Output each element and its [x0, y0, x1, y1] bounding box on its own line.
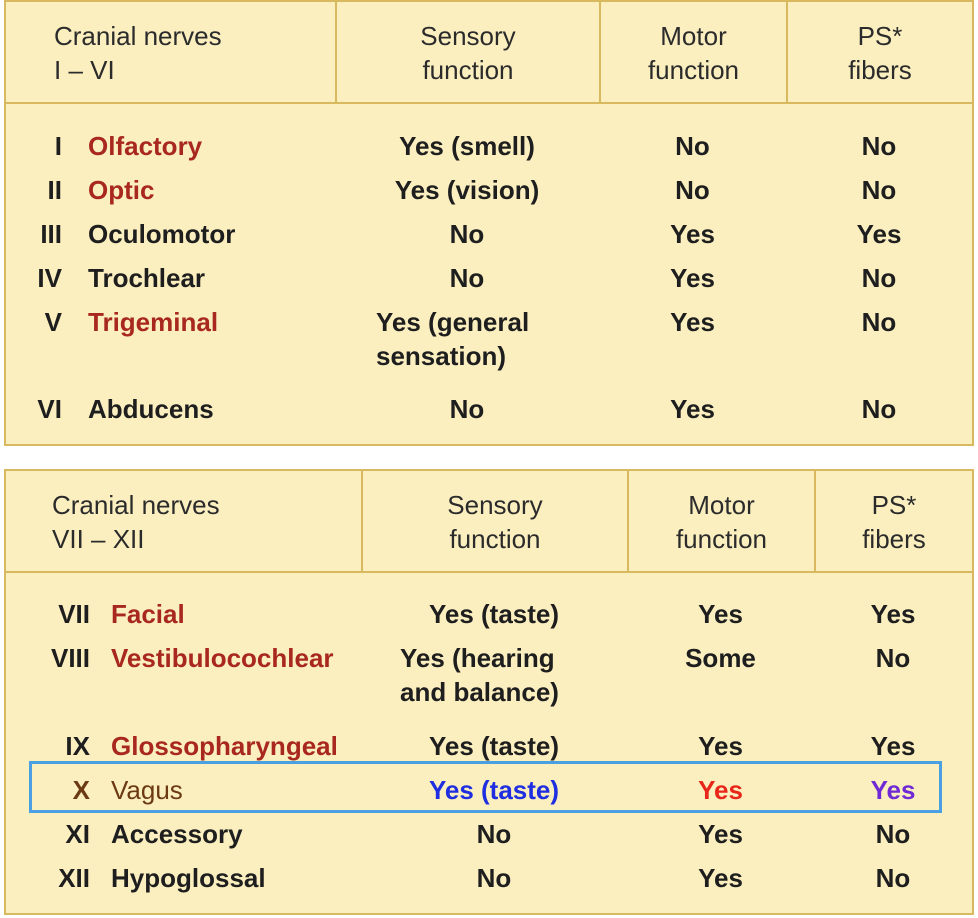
ps-value: No: [861, 175, 897, 205]
sensory-value: Yes (hearing: [400, 643, 555, 673]
ps-value: No: [861, 131, 897, 161]
ps-value: No: [861, 394, 897, 424]
header-motor: [627, 471, 814, 571]
sensory-value: Yes (general: [376, 307, 530, 337]
header-text: function: [675, 524, 768, 554]
nerve-name: Accessory: [111, 819, 243, 849]
nerve-name: Optic: [88, 175, 155, 205]
table-header: [6, 2, 972, 104]
sensory-value-line2: sensation): [376, 341, 507, 371]
ps-value: No: [861, 263, 897, 293]
sensory-value: No: [476, 819, 512, 849]
motor-value: Yes: [698, 863, 743, 893]
ps-value: Yes: [870, 599, 916, 629]
ps-value: No: [861, 307, 897, 337]
header-text: function: [449, 524, 541, 554]
nerve-name: Hypoglossal: [111, 863, 266, 893]
motor-value: Yes: [698, 775, 743, 805]
ps-value: No: [875, 863, 911, 893]
sensory-value: No: [476, 863, 512, 893]
header-text: PS*: [871, 490, 917, 520]
nerve-numeral: XI: [65, 819, 90, 849]
nerve-name: Trigeminal: [88, 307, 219, 337]
nerve-name: Trochlear: [88, 263, 206, 293]
ps-value: Yes: [870, 731, 916, 761]
nerve-numeral: V: [44, 307, 62, 337]
header-text: Cranial nerves: [54, 21, 222, 51]
motor-value: Yes: [698, 819, 743, 849]
nerve-name: Olfactory: [88, 131, 203, 161]
header-text: function: [647, 55, 740, 85]
nerve-name: Vestibulocochlear: [111, 643, 334, 673]
ps-value: Yes: [856, 219, 902, 249]
cranial-nerves-table-vii-xii: [4, 469, 974, 915]
sensory-value: No: [449, 394, 485, 424]
header-text: PS*: [857, 21, 903, 51]
motor-value: Some: [685, 643, 756, 673]
nerve-name: Facial: [111, 599, 185, 629]
header-text: I – VI: [54, 55, 115, 85]
nerve-numeral: IV: [37, 263, 62, 293]
motor-value: No: [675, 131, 710, 161]
header-text: Motor: [688, 490, 755, 520]
sensory-value: Yes (vision): [394, 175, 540, 205]
header-text: fibers: [848, 55, 912, 85]
sensory-value: Yes (taste): [428, 599, 560, 629]
nerve-name: Abducens: [88, 394, 214, 424]
motor-value: Yes: [670, 307, 715, 337]
vagus-highlight-box: [29, 761, 942, 813]
header-text: Cranial nerves: [52, 490, 220, 520]
header-sensory: [335, 2, 599, 102]
sensory-value: Yes (smell): [399, 131, 535, 161]
motor-value: No: [675, 175, 710, 205]
sensory-value: Yes (taste): [428, 731, 560, 761]
motor-value: Yes: [698, 731, 743, 761]
header-text: VII – XII: [52, 524, 145, 554]
nerve-numeral: XII: [58, 863, 90, 893]
nerve-name: Vagus: [111, 775, 183, 805]
nerve-numeral: III: [40, 219, 62, 249]
sensory-value: No: [449, 263, 485, 293]
header-text: Motor: [660, 21, 727, 51]
motor-value: Yes: [670, 219, 715, 249]
motor-value: Yes: [698, 599, 743, 629]
nerve-numeral: VIII: [50, 643, 90, 673]
cranial-nerves-table-i-vi: [4, 0, 974, 446]
nerve-numeral: II: [47, 175, 62, 205]
header-ps-fibers: [786, 2, 972, 102]
header-text: Sensory: [420, 21, 516, 51]
header-text: function: [422, 55, 514, 85]
header-motor: [599, 2, 786, 102]
nerve-numeral: VI: [37, 394, 62, 424]
header-sensory: [361, 471, 627, 571]
sensory-value: Yes (taste): [428, 775, 560, 805]
ps-value: No: [875, 819, 911, 849]
nerve-numeral: VII: [58, 599, 90, 629]
ps-value: Yes: [870, 775, 916, 805]
header-text: Sensory: [447, 490, 543, 520]
motor-value: Yes: [670, 263, 715, 293]
nerve-name: Oculomotor: [88, 219, 236, 249]
ps-value: No: [875, 643, 911, 673]
table-header: [6, 471, 972, 573]
nerve-numeral: IX: [65, 731, 90, 761]
nerve-name: Glossopharyngeal: [111, 731, 338, 761]
header-text: fibers: [862, 524, 926, 554]
motor-value: Yes: [670, 394, 715, 424]
header-ps-fibers: [814, 471, 972, 571]
sensory-value: No: [449, 219, 485, 249]
nerve-numeral: I: [54, 131, 62, 161]
header-cranial-nerves: [52, 471, 362, 571]
sensory-value-line2: and balance): [400, 677, 559, 707]
nerve-numeral: X: [72, 775, 90, 805]
header-cranial-nerves: [54, 2, 334, 102]
